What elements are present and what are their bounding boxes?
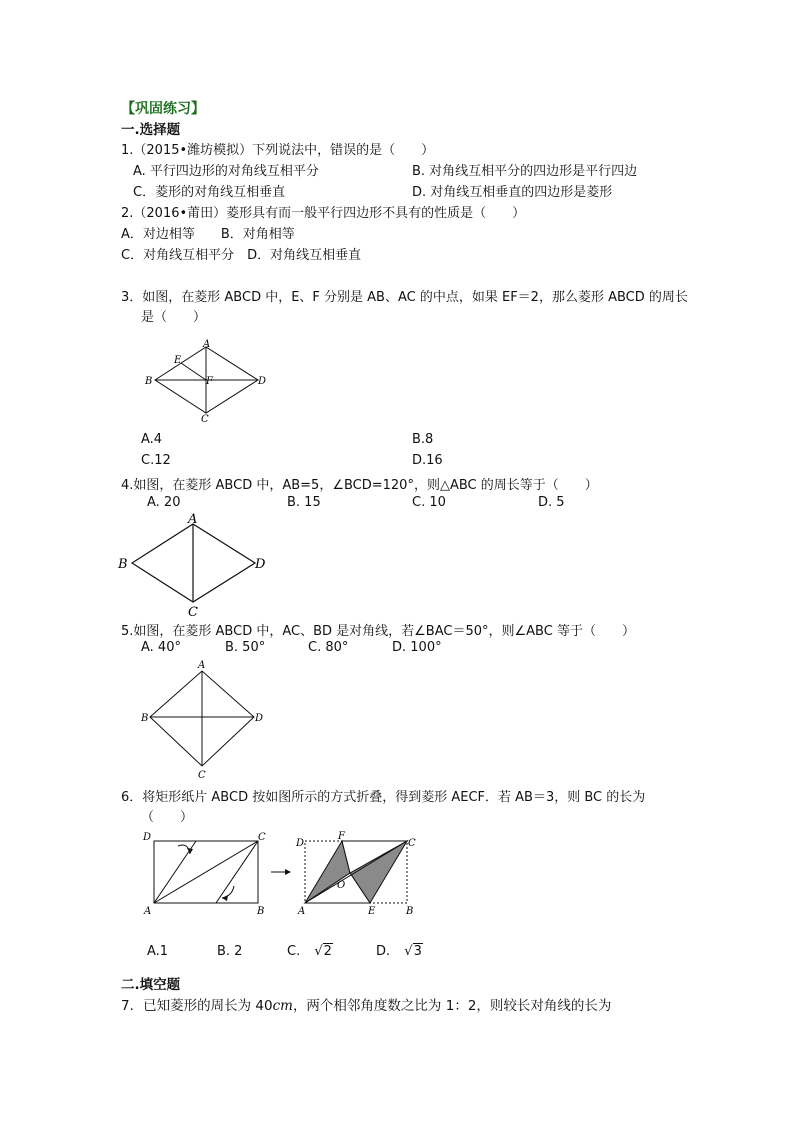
q6-option-c-prefix: C. <box>287 944 301 959</box>
q6-fig2-label-c: C <box>408 838 416 849</box>
q6-option-c-radicand: 2 <box>323 944 332 959</box>
q7-stem-rest: ，两个相邻角度数之比为 1：2，则较长对角线的长为 <box>292 998 612 1014</box>
q1-stem: 1.（2015•潍坊模拟）下列说法中，错误的是（ ） <box>121 143 435 158</box>
q7-stem-start: 7．已知菱形的周长为 40 <box>121 998 273 1014</box>
q4-option-a: A. 20 <box>147 495 181 510</box>
q4-figure <box>115 510 275 618</box>
q4-option-b: B. 15 <box>287 495 321 510</box>
q1-option-c: C．菱形的对角线互相垂直 <box>133 185 286 200</box>
q6-option-c-sqrt: √2 <box>314 944 332 959</box>
q4-label-d: D <box>255 557 266 572</box>
q3-stem: 3．如图，在菱形 ABCD 中，E、F 分别是 AB、AC 的中点，如果 EF＝2，那么菱形 ABCD 的周长 <box>121 290 688 305</box>
q5-option-c: C. 80° <box>308 640 349 655</box>
q7-stem <box>121 994 611 1014</box>
q4-label-c: C <box>188 605 198 618</box>
q5-label-c: C <box>198 770 206 781</box>
q5-option-b: B. 50° <box>225 640 266 655</box>
q3-label-a: A <box>203 339 211 350</box>
q6-fig2-label-d: D <box>296 838 305 849</box>
q6-fig1-label-a: A <box>144 906 152 917</box>
q1-option-b: B. 对角线互相平分的四边形是平行四边 <box>412 164 638 179</box>
q6-fig2-label-b: B <box>406 906 414 917</box>
section-header: 【巩固练习】 <box>121 101 205 117</box>
q4-label-a: A <box>188 512 198 527</box>
q6-fig2-label-f: F <box>338 831 345 842</box>
q1-option-d: D. 对角线互相垂直的四边形是菱形 <box>412 185 613 200</box>
q6-fig2-label-o: O <box>337 880 346 891</box>
q6-figure <box>138 826 428 918</box>
q3-option-d: D.16 <box>412 453 443 468</box>
q1-option-a: A. 平行四边形的对角线互相平分 <box>133 164 319 179</box>
q2-options-ab: A．对边相等 B．对角相等 <box>121 227 295 242</box>
q3-option-a: A.4 <box>141 432 163 447</box>
q6-fig1-label-d: D <box>143 832 152 843</box>
q5-option-a: A. 40° <box>141 640 181 655</box>
section-title-fill: 二.填空题 <box>121 977 181 993</box>
q6-rectangle-before <box>154 841 258 903</box>
q6-option-d-radicand: 3 <box>413 944 422 959</box>
q6-fig2-label-a: A <box>298 906 306 917</box>
q6-option-a: A.1 <box>147 944 169 959</box>
q5-label-a: A <box>198 660 206 671</box>
q6-fig2-label-e: E <box>368 906 376 917</box>
q6-fold-arrow-2 <box>222 895 228 901</box>
q5-label-b: B <box>141 713 149 724</box>
q3-label-e: E <box>174 355 182 366</box>
q5-label-d: D <box>255 713 264 724</box>
q3-option-b: B.8 <box>412 432 434 447</box>
q5-figure <box>135 658 270 783</box>
q3-option-c: C.12 <box>141 453 171 468</box>
q2-stem: 2.（2016•莆田）菱形具有而一般平行四边形不具有的性质是（ ） <box>121 206 526 221</box>
q6-option-d-prefix: D. <box>376 944 391 959</box>
q4-option-c: C. 10 <box>412 495 446 510</box>
section-title-choice: 一.选择题 <box>121 122 181 138</box>
q3-figure <box>140 336 270 426</box>
q6-stem: 6．将矩形纸片 ABCD 按如图所示的方式折叠，得到菱形 AECF．若 AB＝3，则 BC 的长为 <box>121 790 646 805</box>
q6-option-b: B. 2 <box>217 944 243 959</box>
q3-label-c: C <box>201 414 209 425</box>
q6-option-d <box>376 944 423 959</box>
q7-unit: cm <box>272 998 293 1014</box>
q3-segment-ef <box>181 363 206 380</box>
q5-stem: 5.如图，在菱形 ABCD 中，AC、BD 是对角线，若∠BAC＝50°，则∠ABC 等于（ ） <box>121 624 635 639</box>
q3-label-d: D <box>258 376 267 387</box>
q4-option-d: D. 5 <box>538 495 565 510</box>
q6-option-d-sqrt: √3 <box>404 944 422 959</box>
q6-fig1-label-b: B <box>257 906 265 917</box>
q6-stem-cont: （ ） <box>141 810 194 825</box>
q4-stem: 4.如图，在菱形 ABCD 中，AB=5，∠BCD=120°，则△ABC 的周长等于（ ） <box>121 478 598 493</box>
q6-fig1-label-c: C <box>258 832 266 843</box>
q2-options-cd: C．对角线互相平分 D．对角线互相垂直 <box>121 248 362 263</box>
q3-label-b: B <box>145 376 153 387</box>
q5-option-d: D. 100° <box>392 640 442 655</box>
q6-option-c <box>287 944 333 959</box>
q3-stem-cont: 是（ ） <box>141 310 207 325</box>
q4-label-b: B <box>118 557 128 572</box>
q3-label-f: F <box>206 376 213 387</box>
q6-transform-arrow <box>271 869 291 875</box>
